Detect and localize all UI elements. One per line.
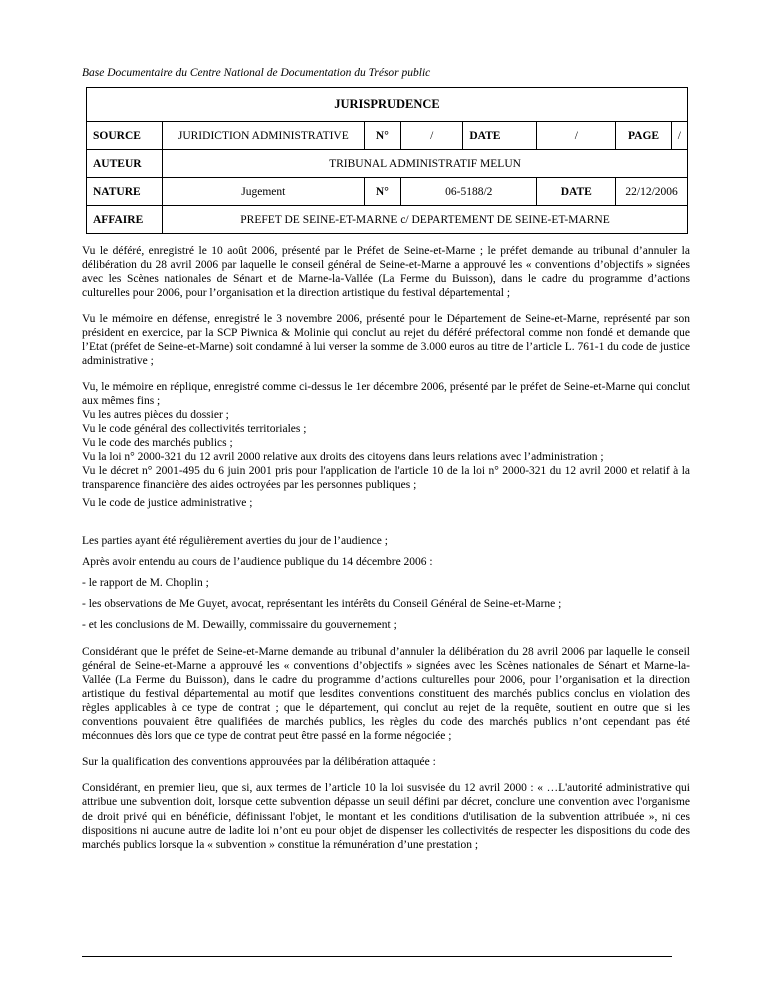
running-header: Base Documentaire du Centre National de Documentation du Trésor public — [82, 67, 431, 79]
vu-line: Vu le code des marchés publics ; — [82, 437, 233, 450]
nature-no-label: N° — [364, 178, 401, 206]
auteur-value: TRIBUNAL ADMINISTRATIF MELUN — [163, 150, 688, 178]
nature-date-value: 22/12/2006 — [616, 178, 688, 206]
nature-date-label: DATE — [537, 178, 616, 206]
paragraph-memoire-defense: Vu le mémoire en défense, enregistré le 3 novembre 2006, présenté pour le Département de Seine-et-Marne, représenté par son président en exercice, par la SCP Piwnica & Molinie qui conclut au rejet du déféré préfectoral comme non fondé et demande que l’Etat (préfet de Seine-et-Marne) soit condamné à lui verser la somme de 3.000 euros au titre de l’article L. 761-1 du code de justice administrative ; — [82, 313, 690, 368]
table-title: JURISPRUDENCE — [87, 88, 688, 122]
source-date-label: DATE — [463, 122, 537, 150]
source-no-label: N° — [364, 122, 401, 150]
source-value: JURIDICTION ADMINISTRATIVE — [163, 122, 365, 150]
paragraph-considerant-2: Considérant, en premier lieu, que si, aux termes de l’article 10 la loi susvisée du 12 avril 2000 : « …L'autorité administrative qui attribue une subvention doit, lorsque cette subvention dépasse un seuil défini par décret, conclure une convention avec l'organisme de droit privé qui en bénéficie, définissant l'objet, le montant et les conditions d'utilisation de la subvention attribuée », ni ces dispositions ni aucune autre de ladite loi n’ont eu pour objet de dispenser les collectivités de respecter les dispositions du code des marchés publics lorsque la « subvention » constitue la rémunération d’une prestation ; — [82, 782, 690, 851]
nature-no-value: 06-5188/2 — [401, 178, 537, 206]
audience-line: - le rapport de M. Choplin ; — [82, 577, 209, 590]
source-label: SOURCE — [87, 122, 163, 150]
metadata-table — [86, 87, 688, 234]
vu-line: Vu le code de justice administrative ; — [82, 497, 253, 510]
nature-label: NATURE — [87, 178, 163, 206]
footer-rule — [82, 956, 672, 957]
affaire-label: AFFAIRE — [87, 206, 163, 234]
affaire-value: PREFET DE SEINE-ET-MARNE c/ DEPARTEMENT DE SEINE-ET-MARNE — [163, 206, 688, 234]
source-no-value: / — [401, 122, 463, 150]
vu-line: Vu le code général des collectivités territoriales ; — [82, 423, 307, 436]
paragraph-defere: Vu le déféré, enregistré le 10 août 2006, présenté par le Préfet de Seine-et-Marne ; le préfet demande au tribunal d’annuler la délibération du 28 avril 2006 par laquelle le conseil général de Seine-et-Marne a approuvé les « conventions d’objectifs » signées avec les Scènes nationales de Sénart et de Marne-la-Vallée (La Ferme du Buisson), dans le cadre du programme d’actions culturelles pour 2006, pour l’organisation et la direction artistique du festival départemental ; — [82, 245, 690, 300]
judgment-body — [82, 244, 690, 864]
auteur-label: AUTEUR — [87, 150, 163, 178]
vu-line: Vu la loi n° 2000-321 du 12 avril 2000 relative aux droits des citoyens dans leurs relations avec l’administration ; — [82, 451, 604, 464]
paragraph-considerant-1: Considérant que le préfet de Seine-et-Marne demande au tribunal d’annuler la délibération du 28 avril 2006 par laquelle le conseil général de Seine-et-Marne a approuvé les « conventions d’objectifs » signées avec les Scènes nationales de Sénart et Marne-la-Vallée (La Ferme du Buisson), dans le cadre du programme d’actions culturelles pour 2006, pour l’organisation et la direction artistique du festival départemental au motif que lesdites conventions constituent des marchés publics conclus en violation des règles applicables à ce type de contrat ; que le département, qui conclut au rejet de la requête, soutient en outre que si les conventions pouvaient être qualifiées de marchés publics, les règles du code des marchés publics n’ont cependant pas été méconnues dès lors que ce type de contrat peut être passé en la forme négociée ; — [82, 646, 690, 743]
audience-line: - et les conclusions de M. Dewailly, commissaire du gouvernement ; — [82, 619, 397, 632]
audience-line: Les parties ayant été régulièrement averties du jour de l’audience ; — [82, 535, 388, 548]
vu-list — [82, 380, 690, 510]
nature-value: Jugement — [163, 178, 365, 206]
vu-line: Vu les autres pièces du dossier ; — [82, 409, 229, 422]
audience-line: Après avoir entendu au cours de l’audience publique du 14 décembre 2006 : — [82, 556, 433, 569]
vu-line: Vu le décret n° 2001-495 du 6 juin 2001 pris pour l'application de l'article 10 de la loi n° 2000-321 du 12 avril 2000 et relatif à la transparence financière des aides octroyées par les personnes publiques ; — [82, 465, 690, 492]
audience-line: - les observations de Me Guyet, avocat, représentant les intérêts du Conseil Général de Seine-et-Marne ; — [82, 598, 562, 611]
vu-line: Vu, le mémoire en réplique, enregistré comme ci-dessus le 1er décembre 2006, présenté par le préfet de Seine-et-Marne qui conclut aux mêmes fins ; — [82, 381, 690, 408]
source-page-label: PAGE — [616, 122, 672, 150]
source-page-value: / — [671, 122, 687, 150]
audience-list — [82, 534, 690, 632]
section-heading: Sur la qualification des conventions approuvées par la délibération attaquée : — [82, 756, 436, 769]
source-date-value: / — [537, 122, 616, 150]
